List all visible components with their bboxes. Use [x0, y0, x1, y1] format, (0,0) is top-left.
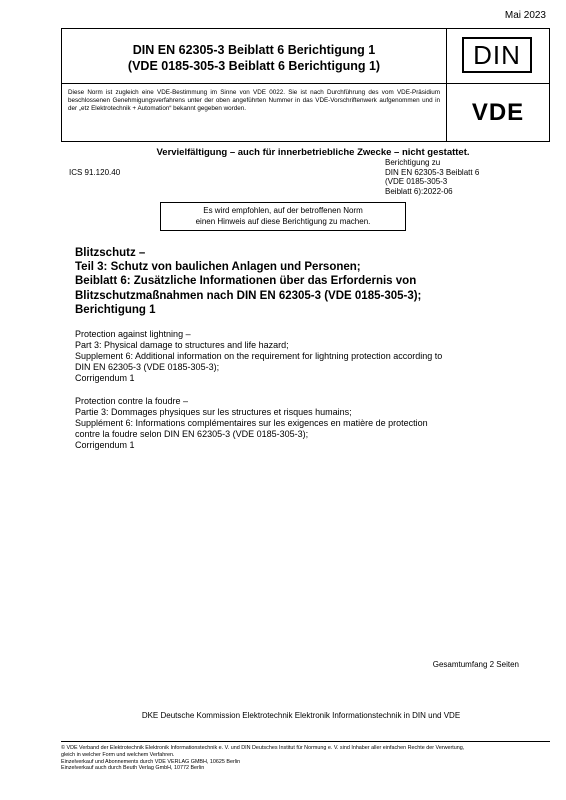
header-box — [61, 28, 550, 142]
french-title-line: contre la foudre selon DIN EN 62305-3 (VDE 0185-305-3); — [75, 429, 309, 439]
dke-line: DKE Deutsche Kommission Elektrotechnik Elektronik Informationstechnik in DIN und VDE — [141, 711, 461, 720]
notice-line: einen Hinweis auf diese Berichtigung zu machen. — [195, 216, 371, 226]
french-title — [75, 396, 545, 451]
din-logo — [462, 37, 532, 73]
french-title-line: Supplément 6: Informations complémentaires sur les exigences en matière de protection — [75, 418, 428, 428]
vde-logo: VDE — [471, 99, 525, 126]
total-pages: Gesamtumfang 2 Seiten — [432, 660, 519, 669]
footer-line: gleich in welcher Form und welchem Verfahren. — [61, 751, 175, 758]
correction-reference-line: (VDE 0185-305-3 — [385, 177, 448, 187]
ics-code: ICS 91.120.40 — [69, 168, 121, 177]
english-title-line: Protection against lightning – — [75, 329, 191, 339]
correction-reference — [385, 158, 479, 196]
footer-line: Einzelverkauf auch durch Beuth Verlag GmbH, 10772 Berlin — [61, 765, 205, 772]
din-logo-text: DIN — [473, 40, 521, 70]
french-title-line: Partie 3: Dommages physiques sur les structures et risques humains; — [75, 407, 352, 417]
french-title-line: Protection contre la foudre – — [75, 396, 189, 406]
english-title-line: Supplement 6: Additional information on the requirement for lightning protection according to — [75, 351, 443, 361]
footer-line: Einzelverkauf und Abonnements durch VDE VERLAG GMBH, 10625 Berlin — [61, 758, 241, 765]
french-title-line: Corrigendum 1 — [75, 440, 135, 450]
german-title-line: Berichtigung 1 — [75, 303, 156, 316]
document-title-line1: DIN EN 62305-3 Beiblatt 6 Berichtigung 1 — [132, 43, 376, 57]
reproduction-notice: Vervielfältigung – auch für innerbetriebliche Zwecke – nicht gestattet. — [156, 147, 470, 158]
document-title — [62, 42, 446, 74]
german-title-line: Teil 3: Schutz von baulichen Anlagen und Personen; — [75, 261, 361, 274]
header-divider-horizontal — [62, 83, 549, 84]
german-title-line: Blitzschutzmaßnahmen nach DIN EN 62305-3 (VDE 0185-305-3); — [75, 289, 422, 302]
vde-note: Diese Norm ist zugleich eine VDE-Bestimmung im Sinne von VDE 0022. Sie ist nach Durchführung des vom VDE-Präsidium beschlossenen Genehmigungsverfahrens unter der oben angeführten Nummer in das VDE-Vorschriftenwerk aufgenommen und in der „etz Elektrotechnik + Automation“ bekannt gegeben worden. — [68, 89, 440, 113]
english-title-line: DIN EN 62305-3 (VDE 0185-305-3); — [75, 362, 220, 372]
footer-line: © VDE Verband der Elektrotechnik Elektronik Informationstechnik e. V. und DIN Deutsches Institut für Normung e. V. sind Inhaber aller einfachen Rechte der Verwertung, — [61, 745, 465, 751]
german-title-line: Blitzschutz – — [75, 247, 146, 259]
recommendation-notice-box — [160, 202, 406, 231]
english-title — [75, 329, 545, 384]
notice-line: Es wird empfohlen, auf der betroffenen Norm — [203, 206, 363, 215]
correction-reference-line: Beiblatt 6):2022-06 — [385, 186, 453, 196]
german-title-line: Beiblatt 6: Zusätzliche Informationen über das Erfordernis von — [75, 275, 417, 288]
english-title-line: Corrigendum 1 — [75, 373, 135, 383]
english-title-line: Part 3: Physical damage to structures and life hazard; — [75, 340, 289, 350]
correction-reference-line: DIN EN 62305-3 Beiblatt 6 — [385, 167, 480, 177]
german-title — [75, 246, 535, 317]
footer-rule — [61, 741, 550, 742]
issue-date: Mai 2023 — [504, 10, 546, 21]
copyright-footer — [61, 745, 561, 772]
document-title-line2: (VDE 0185-305-3 Beiblatt 6 Berichtigung 1) — [127, 59, 381, 73]
correction-reference-line: Berichtigung zu — [385, 158, 441, 167]
